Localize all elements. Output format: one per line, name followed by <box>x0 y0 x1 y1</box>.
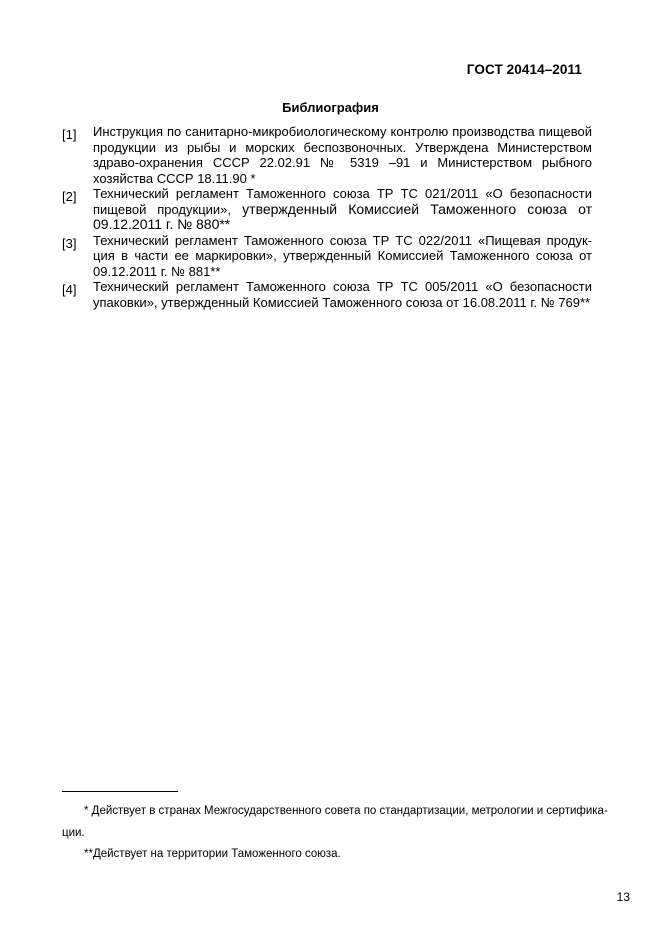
footnote <box>62 800 622 844</box>
bibliography-entry <box>62 186 592 233</box>
bibliography-entry <box>62 279 592 310</box>
footnote-text: **Действует на территории Таможенного союза. <box>84 848 341 860</box>
page-number: 13 <box>616 890 630 904</box>
footnote-divider <box>62 791 178 792</box>
entry-text: Технический регламент Таможенного союза ТР ТС 022/2011 «Пищевая продук-ция в части ее маркировки», утвержденный Комиссией Таможенного союза от 09.12.2011 г. № 881** <box>93 232 592 279</box>
entry-text <box>93 186 592 233</box>
entry-number: [3] <box>62 235 77 251</box>
document-code: ГОСТ 20414–2011 <box>466 62 582 77</box>
entry-text-part: утвержденный Комиссией Таможенного союза от 09.12.2011 г. № 880** <box>93 200 592 232</box>
bibliography-entry <box>62 124 592 186</box>
bibliography-title: Библиография <box>282 100 379 115</box>
entry-text-part: Технический регламент Таможенного союза ТР ТС 021/2011 «О безопасности пищевой продукции», <box>93 186 592 217</box>
entry-number: [1] <box>62 127 77 142</box>
footnote <box>62 843 622 865</box>
bibliography-entry <box>62 233 592 280</box>
entry-text: Инструкция по санитарно-микробиологическому контролю производства пищевой продукции из рыбы и морских беспозвоночных. Утверждена Министерством здраво-охранения СССР 22.02.91 № 5319 –91 и Министерством рыбного хозяйства СССР 18.11.90 * <box>93 124 592 186</box>
bibliography-list <box>62 124 592 310</box>
entry-text: Технический регламент Таможенного союза ТР ТС 005/2011 «О безопасности упаковки», утвержденный Комиссией Таможенного союза от 16.08.2011 г. № 769** <box>93 279 592 310</box>
entry-number: [4] <box>62 282 77 297</box>
footnote-text: * Действует в странах Межгосударственного совета по стандартизации, метрологии и сертифика-ции. <box>62 805 608 839</box>
entry-number: [2] <box>62 189 77 204</box>
